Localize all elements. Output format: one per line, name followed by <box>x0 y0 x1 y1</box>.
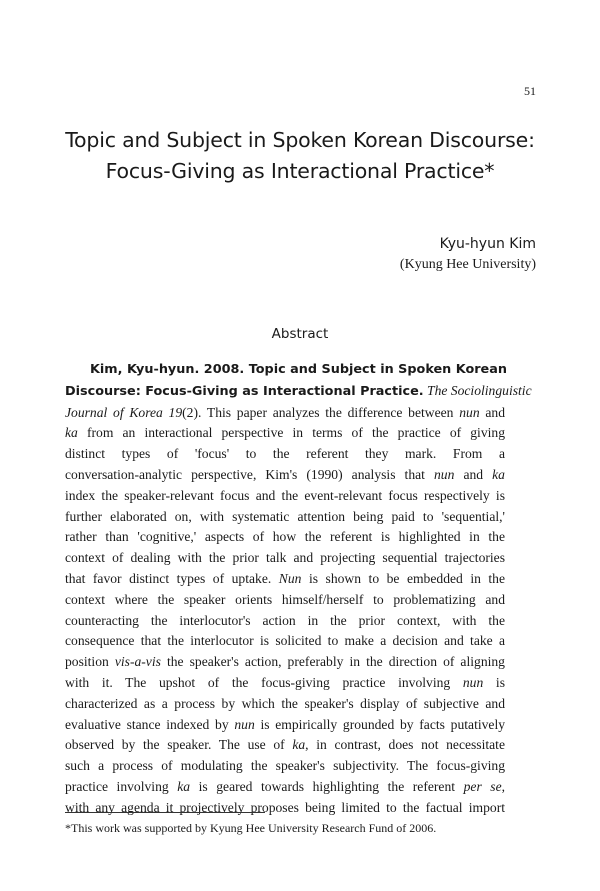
abstract-line-15-text-b: the speaker's action, preferably in the direction of aligning <box>166 654 505 670</box>
term-ka: ka <box>177 778 191 794</box>
author-name: Kyu-hyun Kim <box>439 236 536 252</box>
author-block <box>400 234 536 276</box>
abstract-line-16 <box>65 673 505 694</box>
author-affiliation: (Kyung Hee University) <box>399 257 536 272</box>
abstract-line-19-text-b: , in contrast, does not necessitate <box>305 737 505 753</box>
abstract-line-11 <box>65 569 505 590</box>
abstract-line-19 <box>65 735 505 756</box>
title-line-1: Topic and Subject in Spoken Korean Discourse: <box>65 128 535 152</box>
footnote: *This work was supported by Kyung Hee University Research Fund of 2006. <box>65 821 437 835</box>
abstract-line-15 <box>65 652 505 673</box>
term-nun: nun <box>459 404 480 420</box>
abstract-line-9: rather than 'cognitive,' aspects of how the referent is highlighted in the <box>65 529 505 545</box>
abstract-line-16-text-b: is <box>495 674 505 690</box>
abstract-line-8: further elaborated on, with systematic attention being paid to 'sequential,' <box>65 508 505 524</box>
term-nun: nun <box>433 466 455 482</box>
abstract-line-15-text-a: position <box>65 654 109 670</box>
abstract-line-11-text-a: that favor distinct types of uptake. <box>65 570 272 586</box>
abstract-body <box>65 360 532 819</box>
abstract-line-21 <box>65 777 505 798</box>
term-nun: nun <box>234 716 255 732</box>
abstract-line-10: context of dealing with the prior talk and projecting sequential trajectories <box>65 550 505 566</box>
abstract-line-3 <box>65 403 505 424</box>
page-number: 51 <box>524 84 536 98</box>
abstract-heading: Abstract <box>271 326 329 342</box>
term-vis-a-vis: vis-a-vis <box>114 654 161 670</box>
abstract-line-12: context where the speaker orients himself/herself to problematizing and <box>65 591 505 607</box>
abstract-line-6-text: conversation-analytic perspective, Kim's (1990) analysis that <box>65 466 425 482</box>
abstract-line-7: index the speaker-relevant focus and the event-relevant focus respectively is <box>65 487 505 503</box>
title-line-2: Focus-Giving as Interactional Practice* <box>105 159 495 183</box>
abstract-line-21-text-a: practice involving <box>65 778 169 794</box>
abstract-line-22: with any agenda it projectively proposes being limited to the factual import <box>65 799 505 815</box>
abstract-line-4-text: from an interactional perspective in terms of the practice of giving <box>86 425 505 441</box>
abstract-line-18 <box>65 715 505 736</box>
abstract-line-20: such a process of modulating the speaker's subjectivity. The focus-giving <box>65 758 505 774</box>
paper-title <box>0 125 600 187</box>
abstract-line-13: counteracting the interlocutor's action in the prior context, with the <box>65 612 505 628</box>
abstract-line-16-text-a: with it. The upshot of the focus-giving practice involving <box>65 674 451 690</box>
comma: , <box>501 778 506 794</box>
abstract-line-4 <box>65 423 505 444</box>
abstract-line-19-text-a: observed by the speaker. The use of <box>65 737 285 753</box>
journal-name-part-2: Journal of Korea 19 <box>65 404 183 420</box>
term-ka: ka <box>492 466 505 482</box>
abstract-line-5: distinct types of 'focus' to the referent they mark. From a <box>65 446 505 462</box>
footnote-divider <box>65 812 265 813</box>
citation-line-1: Kim, Kyu-hyun. 2008. Topic and Subject in Spoken Korean <box>90 362 507 377</box>
word-and: and <box>485 404 506 420</box>
abstract-line-18-text-b: is empirically grounded by facts putatively <box>260 716 506 732</box>
term-nun-capital: Nun <box>278 570 302 586</box>
abstract-line-3-text: (2). This paper analyzes the difference between <box>182 404 454 420</box>
citation-title-end: Discourse: Focus-Giving as Interactional Practice. <box>65 383 424 399</box>
abstract-line-11-text-b: is shown to be embedded in the <box>308 570 506 586</box>
abstract-line-6 <box>65 465 505 486</box>
abstract-line-17: characterized as a process by which the speaker's display of subjective and <box>65 695 505 711</box>
abstract-line-14: consequence that the interlocutor is solicited to make a decision and take a <box>65 633 505 649</box>
citation-line-2 <box>65 381 532 403</box>
term-ka: ka <box>292 737 306 753</box>
journal-name-part-1: The Sociolinguistic <box>427 382 532 398</box>
term-nun: nun <box>462 674 484 690</box>
term-per-se: per se <box>463 778 502 794</box>
term-ka: ka <box>65 425 78 441</box>
abstract-line-21-text-b: is geared towards highlighting the referent <box>198 778 456 794</box>
word-and: and <box>463 466 484 482</box>
abstract-line-18-text-a: evaluative stance indexed by <box>65 716 229 732</box>
